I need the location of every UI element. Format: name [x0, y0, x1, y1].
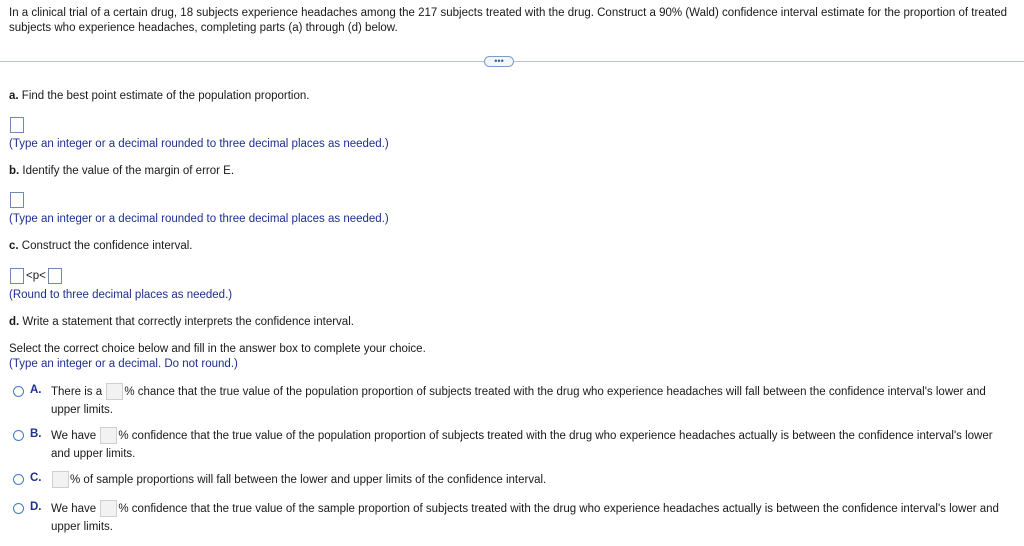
part-a-answer-box-wrap [10, 117, 24, 133]
part-c-text: Construct the confidence interval. [18, 240, 193, 252]
option-a-text [51, 383, 1011, 419]
option-a-letter: A. [30, 384, 42, 396]
part-c-label: c. [9, 240, 19, 252]
option-c-after: % of sample proportions will fall between the lower and upper limits of the confidence interval. [70, 474, 547, 486]
part-b-prompt [9, 165, 234, 177]
question-text: In a clinical trial of a certain drug, 18 subjects experience headaches among the 217 subjects treated with the drug. Construct a 90% (Wald) confidence interval estimate for the proportion of treated subjects who experience headaches, completing parts (a) through (d) below. [9, 7, 1008, 34]
part-b-hint: (Type an integer or a decimal rounded to three decimal places as needed.) [9, 213, 389, 225]
option-c-text [51, 471, 1011, 489]
part-a-answer-input[interactable] [10, 117, 24, 133]
part-a-prompt [9, 90, 309, 102]
part-a-text: Find the best point estimate of the population proportion. [18, 90, 310, 102]
part-b-label: b. [9, 165, 20, 177]
part-b-text: Identify the value of the margin of error E. [19, 165, 235, 177]
part-d-instruction: Select the correct choice below and fill in the answer box to complete your choice. [9, 343, 426, 355]
part-d-label: d. [9, 316, 20, 328]
part-c-prompt [9, 240, 192, 252]
option-d-text [51, 500, 1011, 536]
option-c-percent-input[interactable] [52, 471, 69, 488]
part-c-inequality: <p< [26, 270, 46, 282]
show-more-button[interactable]: ••• [484, 56, 514, 67]
part-b-answer-input[interactable] [10, 192, 24, 208]
part-a-hint: (Type an integer or a decimal rounded to three decimal places as needed.) [9, 138, 389, 150]
part-d-hint: (Type an integer or a decimal. Do not round.) [9, 358, 238, 370]
part-c-lower-input[interactable] [10, 268, 24, 284]
option-a-radio[interactable] [13, 386, 24, 397]
option-d-before: We have [51, 503, 97, 515]
part-c-upper-input[interactable] [48, 268, 62, 284]
option-b-text [51, 427, 1011, 463]
option-a-after: % chance that the true value of the population proportion of subjects treated with the drug who experience headaches will fall between the confidence interval's lower and upper limits. [51, 386, 986, 416]
option-c-letter: C. [30, 472, 42, 484]
option-a-before: There is a [51, 386, 103, 398]
option-b-percent-input[interactable] [100, 427, 117, 444]
option-b-letter: B. [30, 428, 42, 440]
option-b-after: % confidence that the true value of the population proportion of subjects treated with the drug who experience headaches actually is between the confidence interval's lower and upper limits. [51, 430, 993, 460]
option-d-letter: D. [30, 501, 42, 513]
part-c-hint: (Round to three decimal places as needed.) [9, 289, 233, 301]
part-c-interval-row [10, 268, 62, 284]
option-c-radio[interactable] [13, 474, 24, 485]
option-b-radio[interactable] [13, 430, 24, 441]
option-d-radio[interactable] [13, 503, 24, 514]
option-d-percent-input[interactable] [100, 500, 117, 517]
part-d-prompt [9, 316, 354, 328]
option-d-after: % confidence that the true value of the sample proportion of subjects treated with the drug who experience headaches actually is between the confidence interval's lower and upper limits. [51, 503, 999, 533]
part-d-text: Write a statement that correctly interprets the confidence interval. [19, 316, 354, 328]
part-a-label: a. [9, 90, 19, 102]
part-b-answer-box-wrap [10, 192, 24, 208]
option-b-before: We have [51, 430, 97, 442]
option-a-percent-input[interactable] [106, 383, 123, 400]
